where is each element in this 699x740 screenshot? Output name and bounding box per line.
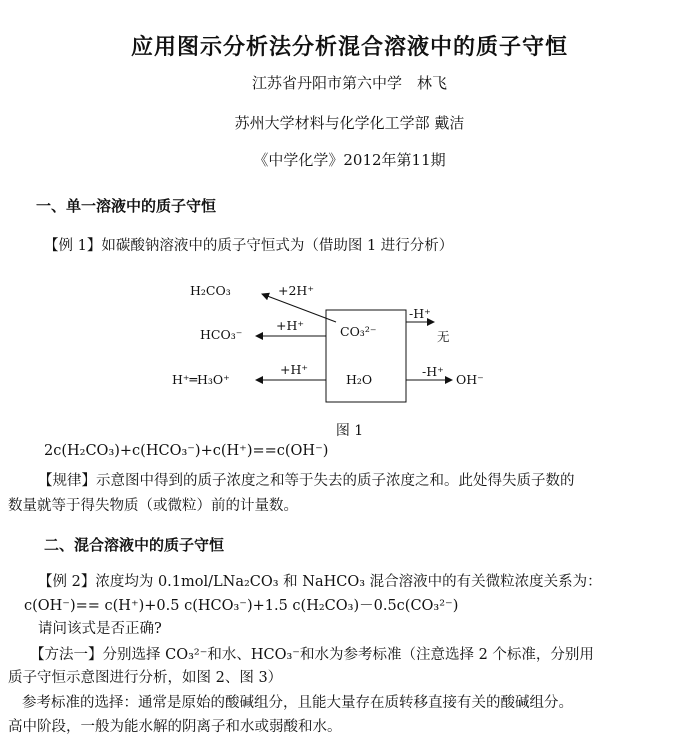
method-1-line-1: 【方法一】分别选择 CO₃²⁻和水、HCO₃⁻和水为参考标准（注意选择 2 个标准，分别用 xyxy=(30,647,594,663)
author-1: 江苏省丹阳市第六中学 林飞 xyxy=(251,74,447,92)
product-none: 无 xyxy=(437,329,450,344)
reference-line-2: 高中阶段，一般为能水解的阴离子和水或弱酸和水。 xyxy=(8,719,342,735)
method-1-line-2: 质子守恒示意图进行分析，如图 2、图 3） xyxy=(8,670,283,686)
source-citation: 《中学化学》2012年第11期 xyxy=(253,151,446,169)
label-minus-h-2: -H⁺ xyxy=(422,364,444,379)
rule-line-2: 数量就等于得失物质（或微粒）前的计量数。 xyxy=(8,498,298,514)
formula-1: 2c(H₂CO₃)+c(HCO₃⁻)+c(H⁺)==c(OH⁻) xyxy=(44,443,329,459)
figure-1-caption: 图 1 xyxy=(335,423,364,439)
formula-2: c(OH⁻)== c(H⁺)+0.5 c(HCO₃⁻)+1.5 c(H₂CO₃)－0.5c(CO₃²⁻) xyxy=(24,598,459,614)
product-oh: OH⁻ xyxy=(456,372,484,387)
section-1-heading: 一、单一溶液中的质子守恒 xyxy=(36,197,217,215)
label-plus-2h: +2H⁺ xyxy=(278,283,314,298)
reference-co3: CO₃²⁻ xyxy=(340,324,377,339)
page-title: 应用图示分析法分析混合溶液中的质子守恒 xyxy=(130,34,568,60)
species-hco3: HCO₃⁻ xyxy=(200,327,243,342)
label-minus-h-1: -H⁺ xyxy=(409,306,431,321)
proton-balance-diagram-1 xyxy=(160,278,500,408)
example-1: 【例 1】如碳酸钠溶液中的质子守恒式为（借助图 1 进行分析） xyxy=(44,238,454,254)
author-2: 苏州大学材料与化学化工学部 戴洁 xyxy=(234,114,465,132)
question: 请问该式是否正确? xyxy=(38,621,162,637)
label-plus-h-2: +H⁺ xyxy=(280,362,308,377)
label-plus-h-1: +H⁺ xyxy=(276,318,304,333)
section-2-heading: 二、混合溶液中的质子守恒 xyxy=(44,536,225,554)
species-h3o: H⁺═H₃O⁺ xyxy=(172,372,230,387)
reference-h2o: H₂O xyxy=(346,372,373,387)
example-2: 【例 2】浓度均为 0.1mol/LNa₂CO₃ 和 NaHCO₃ 混合溶液中的有关微粒浓度关系为： xyxy=(38,574,602,590)
species-h2co3: H₂CO₃ xyxy=(190,283,231,298)
rule-line-1: 【规律】示意图中得到的质子浓度之和等于失去的质子浓度之和。此处得失质子数的 xyxy=(38,473,575,489)
reference-line-1: 参考标准的选择：通常是原始的酸碱组分，且能大量存在质转移直接有关的酸碱组分。 xyxy=(22,695,573,711)
